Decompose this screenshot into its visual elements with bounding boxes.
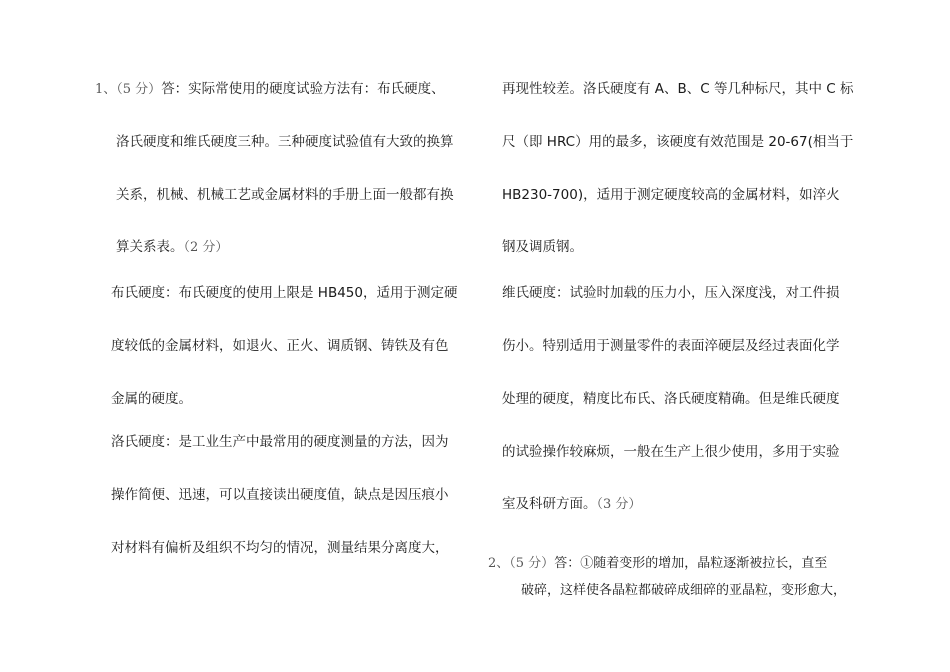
- answer-line: 关系，机械、机械工艺或金属材料的手册上面一般都有换: [116, 187, 454, 203]
- question-score: （5 分）: [509, 556, 555, 571]
- points-label: （3 分）: [596, 497, 642, 512]
- vickers-paragraph-line: 维氏硬度：试验时加载的压力小，压入深度浅，对工件损: [502, 285, 840, 301]
- vickers-paragraph-line: 伤小。特别适用于测量零件的表面淬硬层及经过表面化学: [502, 338, 840, 354]
- rockwell-paragraph-line: 对材料有偏析及组织不均匀的情况，测量结果分离度大，: [111, 540, 449, 556]
- question-number: 1、: [95, 82, 117, 97]
- rockwell-paragraph-line: 操作简便、迅速，可以直接读出硬度值，缺点是因压痕小: [111, 487, 449, 503]
- rockwell-continued-line: HB230-700)，适用于测定硬度较高的金属材料，如淬火: [502, 187, 840, 203]
- brinell-paragraph-line: 金属的硬度。: [111, 391, 192, 407]
- question-score: （5 分）: [116, 82, 162, 97]
- answer-text: 答：实际常使用的硬度试验方法有：布氏硬度、: [161, 81, 445, 97]
- vickers-paragraph-line: 的试验操作较麻烦，一般在生产上很少使用，多用于实验: [502, 444, 840, 460]
- question-number: 2、: [488, 556, 510, 571]
- answer-line: [116, 238, 228, 257]
- vickers-paragraph-line: [502, 495, 641, 514]
- answer-line: 洛氏硬度和维氏硬度三种。三种硬度试验值有大致的换算: [116, 134, 454, 150]
- q2-first-line: [488, 555, 827, 573]
- answer-text: 室及科研方面。: [502, 496, 597, 512]
- brinell-paragraph-line: 布氏硬度：布氏硬度的使用上限是 HB450，适用于测定硬: [111, 285, 458, 301]
- q1-first-line: [95, 80, 445, 99]
- rockwell-continued-line: 钢及调质钢。: [502, 239, 583, 255]
- answer-text: 算关系表。: [116, 239, 184, 255]
- rockwell-continued-line: 再现性较差。洛氏硬度有 A、B、C 等几种标尺，其中 C 标: [502, 81, 854, 97]
- vickers-paragraph-line: 处理的硬度，精度比布氏、洛氏硬度精确。但是维氏硬度: [502, 391, 840, 407]
- points-label: （2 分）: [183, 240, 229, 255]
- answer-text: 答：①随着变形的增加，晶粒逐渐被拉长，直至: [554, 556, 828, 571]
- rockwell-paragraph-line: 洛氏硬度：是工业生产中最常用的硬度测量的方法，因为: [111, 434, 449, 450]
- brinell-paragraph-line: 度较低的金属材料，如退火、正火、调质钢、铸铁及有色: [111, 338, 449, 354]
- q2-answer-line: 破碎，这样使各晶粒都破碎成细碎的亚晶粒，变形愈大，: [521, 583, 847, 598]
- rockwell-continued-line: 尺（即 HRC）用的最多，该硬度有效范围是 20-67(相当于: [502, 134, 854, 150]
